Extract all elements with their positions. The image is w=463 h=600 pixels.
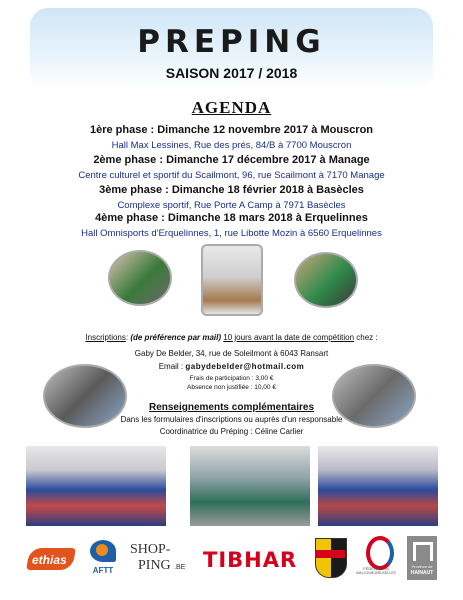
- participation-fee: Frais de participation : 3,00 €: [189, 375, 274, 382]
- team-photo-left: [26, 446, 166, 526]
- page-title: PREPING: [137, 24, 326, 60]
- phase-1-title: 1ère phase : Dimanche 12 novembre 2017 à Mouscron: [89, 124, 374, 136]
- shopping-logo: SHOP- PING .BE: [130, 542, 186, 573]
- contact-address: Gaby De Belder, 34, rue de Soleilmont à 6043 Ransart: [134, 349, 329, 358]
- aftt-logo: AFTT: [84, 538, 122, 578]
- agenda-heading: AGENDA: [191, 98, 272, 117]
- email-address[interactable]: gabydebelder@hotmail.com: [185, 362, 305, 371]
- info-heading: Renseignements complémentaires: [148, 402, 315, 413]
- phase-1-address: Hall Max Lessines, Rue des prés, 84/B à 7700 Mouscron: [111, 140, 352, 151]
- ethias-logo: ethias: [28, 545, 76, 575]
- inscriptions-deadline: 10 jours avant la date de compétition: [223, 333, 355, 342]
- absence-fee: Absence non justifiée : 10,00 €: [187, 384, 276, 391]
- phase-3-title: 3ème phase : Dimanche 18 février 2018 à Basècles: [99, 184, 364, 196]
- hall-photo-center: [190, 446, 310, 526]
- inscriptions-suffix: chez :: [354, 333, 378, 342]
- phase-2-title: 2ème phase : Dimanche 17 décembre 2017 à Manage: [93, 154, 370, 166]
- inscriptions-line: [0, 333, 463, 342]
- player-photo-2: [294, 252, 358, 308]
- season-subtitle: SAISON 2017 / 2018: [165, 65, 298, 81]
- player-photo-1: [108, 250, 172, 306]
- podium-photo: [201, 244, 263, 316]
- province-hainaut-logo: Province de HAINAUT: [407, 536, 437, 580]
- tibhar-logo: TIBHAR: [203, 548, 298, 572]
- phase-3-address: Complexe sportif, Rue Porte A Camp à 7971 Basècles: [117, 200, 346, 211]
- info-line-2: Coordinatrice du Préping : Céline Carlier: [159, 427, 304, 436]
- phase-4-address: Hall Omnisports d'Erquelinnes, 1, rue Libotte Mozin à 6560 Erquelinnes: [81, 228, 382, 239]
- inscriptions-sep: :: [125, 333, 131, 342]
- phase-4-title: 4ème phase : Dimanche 18 mars 2018 à Erquelinnes: [95, 212, 368, 224]
- info-line-1: Dans les formulaires d'inscriptions ou auprès d'un responsable: [120, 415, 343, 424]
- email-label: Email :: [158, 362, 186, 371]
- team-photo-right: [318, 446, 438, 526]
- federation-wb-logo: FÉDÉRATION WALLONIE-BRUXELLES: [356, 536, 396, 580]
- inscriptions-preference: (de préférence par mail): [130, 333, 222, 342]
- inscriptions-label: Inscriptions: [85, 333, 126, 342]
- phase-2-address: Centre culturel et sportif du Scailmont, 96, rue Scailmont à 7170 Manage: [78, 170, 385, 181]
- hainaut-crest: [313, 538, 347, 580]
